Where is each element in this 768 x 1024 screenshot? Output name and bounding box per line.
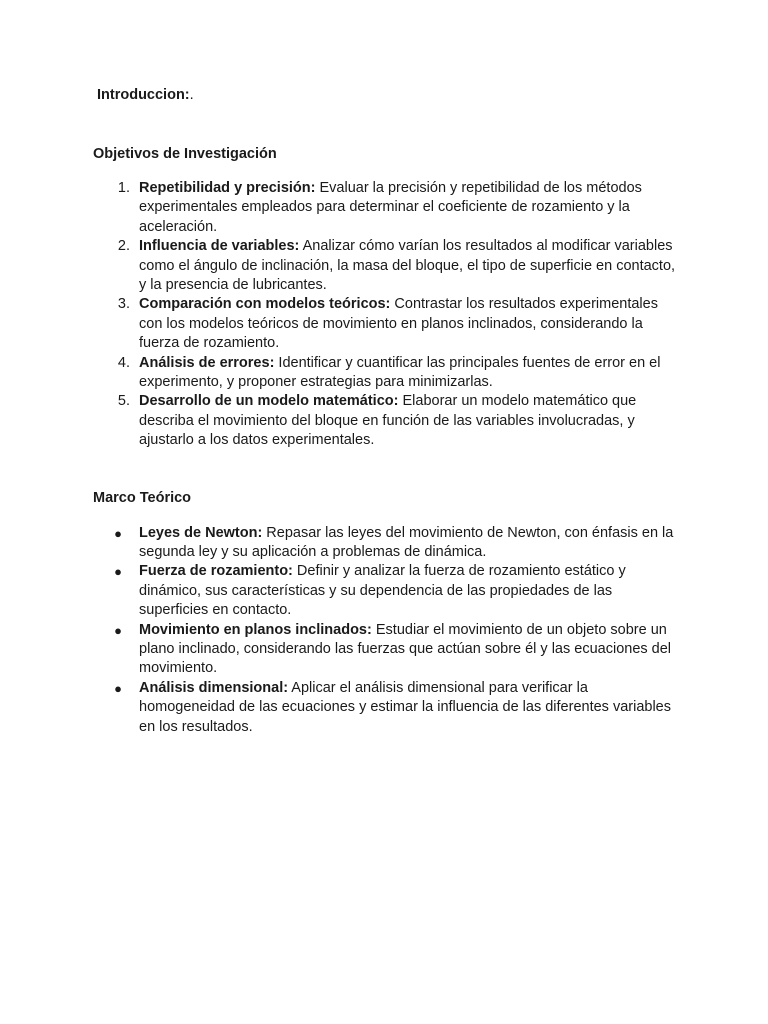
- item-term: Leyes de Newton:: [139, 524, 263, 541]
- marco-list: [93, 524, 683, 737]
- item-term: Movimiento en planos inclinados:: [139, 621, 372, 638]
- list-number: 5.: [117, 393, 130, 410]
- item-text: Definir y analizar la fuerza de rozamiento estático y dinámico, sus características y su dependencia de las propiedades de las superficies en contacto.: [139, 563, 626, 619]
- list-number: 4.: [117, 354, 130, 371]
- item-term: Repetibilidad y precisión:: [139, 180, 316, 196]
- objetivos-list: [93, 179, 683, 451]
- list-item: [93, 237, 683, 295]
- list-item: [93, 295, 683, 353]
- objetivos-heading: Objetivos de Investigación: [93, 146, 277, 162]
- list-item: [93, 524, 683, 563]
- list-item: [93, 392, 683, 450]
- marco-heading: Marco Teórico: [93, 490, 192, 506]
- intro-label: Introduccion:: [97, 87, 190, 103]
- list-item: [93, 621, 683, 679]
- list-item: [93, 679, 683, 737]
- item-text: Aplicar el análisis dimensional para verificar la homogeneidad de las ecuaciones y estimar la influencia de las diferentes variables en los resultados.: [139, 679, 671, 735]
- list-item: [93, 179, 683, 237]
- bullet-icon: ●: [114, 680, 122, 696]
- intro-trail: .: [189, 87, 194, 103]
- list-item: [93, 354, 683, 393]
- intro-line: [97, 86, 194, 105]
- item-text: Evaluar la precisión y repetibilidad de los métodos experimentales empleados para determinar el coeficiente de rozamiento y la aceleración.: [139, 180, 642, 235]
- bullet-icon: ●: [114, 564, 122, 580]
- list-item: [93, 562, 683, 620]
- item-text: Contrastar los resultados experimentales con los modelos teóricos de movimiento en planos inclinados, considerando la fuerza de rozamiento.: [139, 296, 658, 352]
- list-number: 3.: [117, 296, 130, 313]
- item-term: Fuerza de rozamiento:: [139, 563, 293, 580]
- item-term: Comparación con modelos teóricos:: [139, 296, 391, 313]
- item-text: Identificar y cuantificar las principales fuentes de error en el experimento, y proponer estrategias para minimizarlas.: [139, 354, 661, 391]
- item-term: Análisis dimensional:: [139, 679, 289, 696]
- list-number: 1.: [117, 180, 130, 196]
- item-text: Elaborar un modelo matemático que describa el movimiento del bloque en función de las variables involucradas, y ajustarlo a los datos experimentales.: [139, 393, 637, 449]
- item-text: Analizar cómo varían los resultados al modificar variables como el ángulo de inclinación, la masa del bloque, el tipo de superficie en contacto, y la presencia de lubricantes.: [139, 238, 676, 294]
- list-number: 2.: [117, 238, 130, 255]
- item-text: Repasar las leyes del movimiento de Newton, con énfasis en la segunda ley y su aplicación a problemas de dinámica.: [139, 524, 674, 560]
- item-text: Estudiar el movimiento de un objeto sobre un plano inclinado, considerando las fuerzas que actúan sobre él y las ecuaciones del movimiento.: [139, 621, 672, 677]
- item-term: Desarrollo de un modelo matemático:: [139, 393, 399, 410]
- bullet-icon: ●: [114, 622, 122, 638]
- item-term: Influencia de variables:: [139, 238, 300, 255]
- bullet-icon: ●: [114, 525, 122, 541]
- item-term: Análisis de errores:: [139, 354, 275, 371]
